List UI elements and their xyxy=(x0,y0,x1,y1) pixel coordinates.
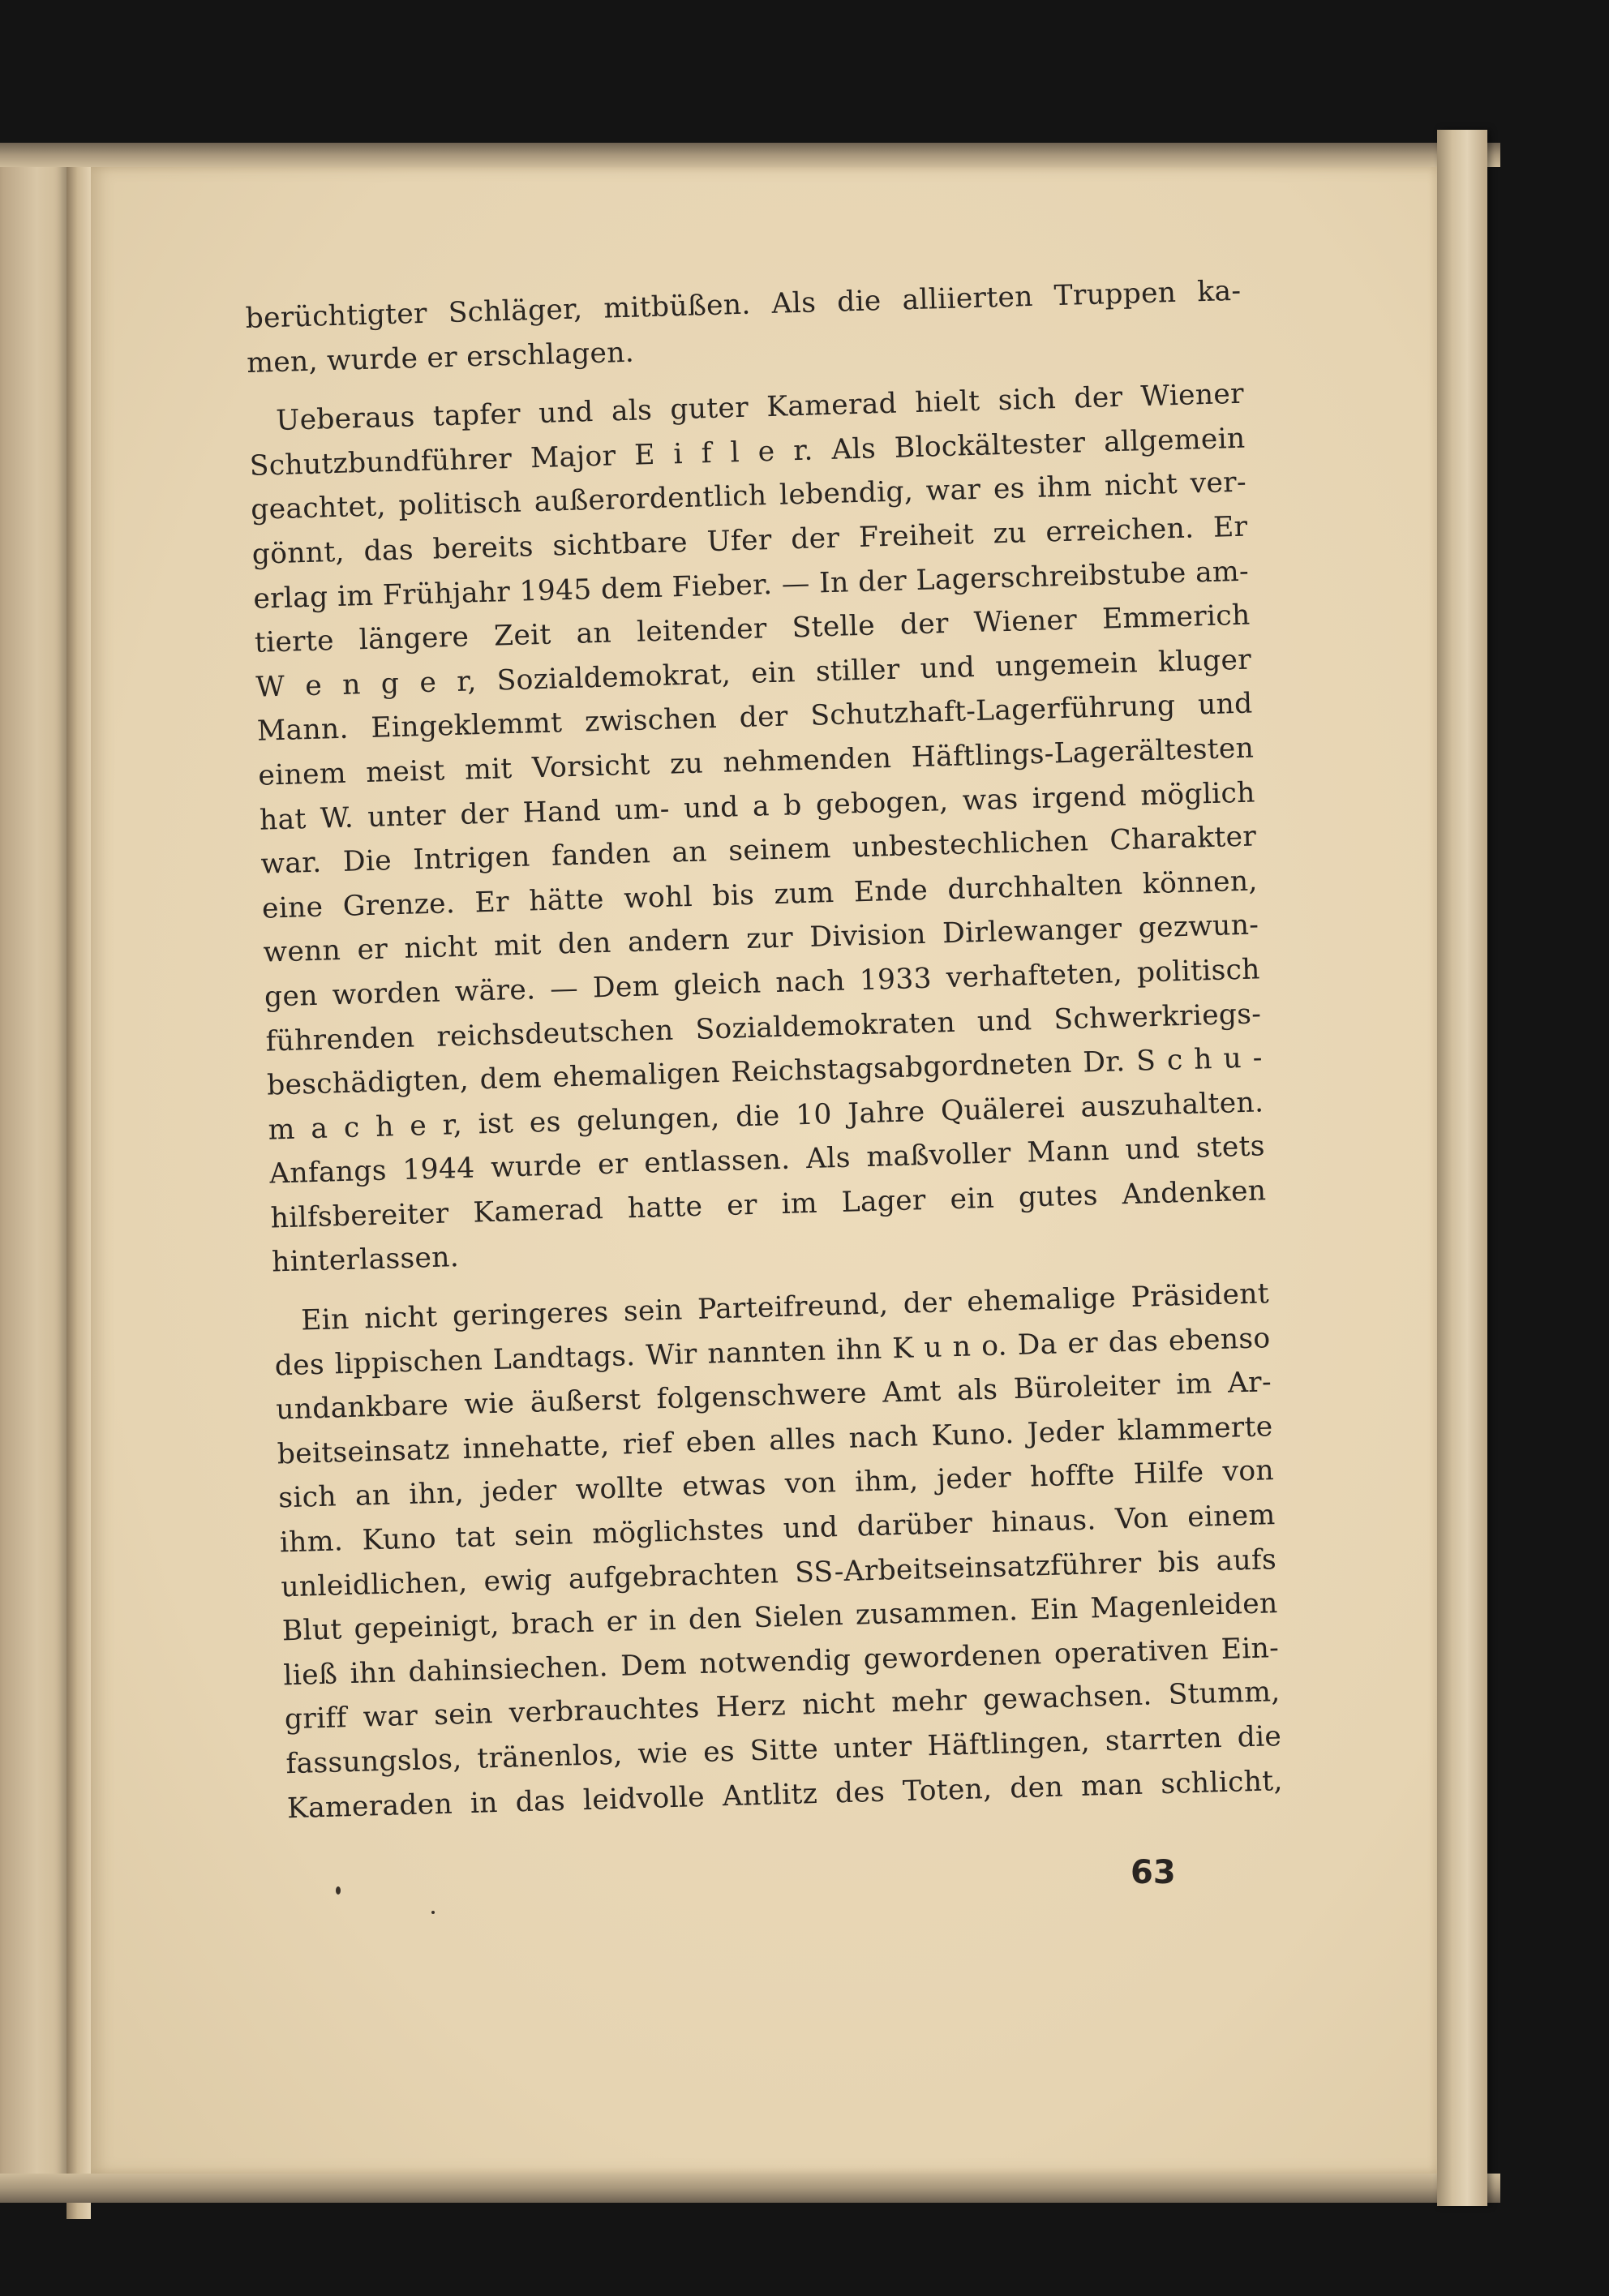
text-line: Ueberaus tapfer und als guter Kamerad hielt sich der Wiener xyxy=(275,377,1245,438)
facing-page-edge xyxy=(0,156,67,2199)
text-line: gönnt, das bereits sichtbare Ufer der Freiheit zu erreichen. Er xyxy=(251,510,1248,571)
page-number: 63 xyxy=(1131,1854,1176,1891)
text-line: war. Die Intrigen fanden an seinem unbestechlichen Charakter xyxy=(260,820,1257,881)
text-line: geachtet, politisch außerordentlich lebendig, war es ihm nicht ver- xyxy=(250,466,1247,527)
text-line: Schutzbundführer Major E i f l e r. Als Blockältester allgemein xyxy=(249,422,1246,483)
page-text xyxy=(245,269,1283,1831)
text-line: führenden reichsdeutschen Sozialdemokraten und Schwerkriegs- xyxy=(265,997,1262,1058)
text-line: men, wurde er erschlagen. xyxy=(246,336,635,380)
book-gutter xyxy=(67,143,91,2219)
text-line: einem meist mit Vorsicht zu nehmenden Häftlings-Lagerältesten xyxy=(257,732,1255,792)
text-line: ihm. Kuno tat sein möglichstes und darüber hinaus. Von einem xyxy=(279,1499,1276,1560)
book-page xyxy=(91,167,1437,2174)
text-line: m a c h e r, ist es gelungen, die 10 Jahre Quälerei auszuhalten. xyxy=(268,1086,1264,1147)
text-line: W e n g e r, Sozialdemokrat, ein stiller und ungemein kluger xyxy=(255,643,1252,704)
ink-speck xyxy=(336,1886,341,1895)
text-line: tierte längere Zeit an leitender Stelle der Wiener Emmerich xyxy=(254,599,1251,659)
text-line: beitseinsatz innehatte, rief eben alles nach Kuno. Jeder klammerte xyxy=(277,1410,1273,1471)
text-line: hilfsbereiter Kamerad hatte er im Lager ein gutes Andenken xyxy=(270,1174,1267,1235)
text-line: beschädigten, dem ehemaligen Reichstagsabgordneten Dr. S c h u - xyxy=(266,1041,1264,1102)
text-line: Anfangs 1944 wurde er entlassen. Als maßvoller Mann und stets xyxy=(268,1130,1266,1191)
text-line: berüchtigter Schläger, mitbüßen. Als die alliierten Truppen ka- xyxy=(245,274,1242,335)
text-line: ließ ihn dahinsiechen. Dem notwendig gewordenen operativen Ein- xyxy=(282,1631,1280,1693)
book-bottom-edge xyxy=(0,2174,1500,2203)
text-line: undankbare wie äußerst folgenschwere Amt als Büroleiter im Ar- xyxy=(275,1366,1272,1427)
text-line: wenn er nicht mit den andern zur Division Dirlewanger gezwun- xyxy=(263,908,1259,969)
ink-speck xyxy=(431,1911,435,1914)
text-line: gen worden wäre. — Dem gleich nach 1933 verhafteten, politisch xyxy=(264,953,1261,1014)
paragraph-3 xyxy=(273,1272,1284,1830)
text-line: Mann. Eingeklemmt zwischen der Schutzhaft-Lagerführung und xyxy=(256,687,1254,749)
text-line: hat W. unter der Hand um- und a b gebogen, was irgend möglich xyxy=(259,775,1256,837)
text-line: Ein nicht geringeres sein Parteifreund, der ehemalige Präsident xyxy=(300,1277,1270,1337)
text-line: erlag im Frühjahr 1945 dem Fieber. — In der Lagerschreibstube am- xyxy=(252,555,1250,616)
paragraph-2 xyxy=(248,372,1268,1285)
text-line: hinterlassen. xyxy=(271,1241,460,1279)
text-line: griff war sein verbrauchtes Herz nicht mehr gewachsen. Stumm, xyxy=(284,1676,1281,1736)
book-cover-edge xyxy=(1437,130,1487,2206)
text-line: Blut gepeinigt, brach er in den Sielen zusammen. Ein Magenleiden xyxy=(281,1587,1279,1648)
book-top-edge xyxy=(0,143,1500,167)
text-line: des lippischen Landtags. Wir nannten ihn K u n o. Da er das ebenso xyxy=(274,1321,1271,1383)
text-line: Kameraden in das leidvolle Antlitz des Toten, den man schlicht, xyxy=(286,1764,1284,1825)
text-line: sich an ihn, jeder wollte etwas von ihm, jeder hoffte Hilfe von xyxy=(277,1454,1275,1515)
text-line: unleidlichen, ewig aufgebrachten SS-Arbeitseinsatzführer bis aufs xyxy=(280,1543,1277,1603)
text-line: eine Grenze. Er hätte wohl bis zum Ende durchhalten können, xyxy=(261,865,1259,925)
text-line: fassungslos, tränenlos, wie es Sitte unter Häftlingen, starrten die xyxy=(285,1720,1282,1781)
